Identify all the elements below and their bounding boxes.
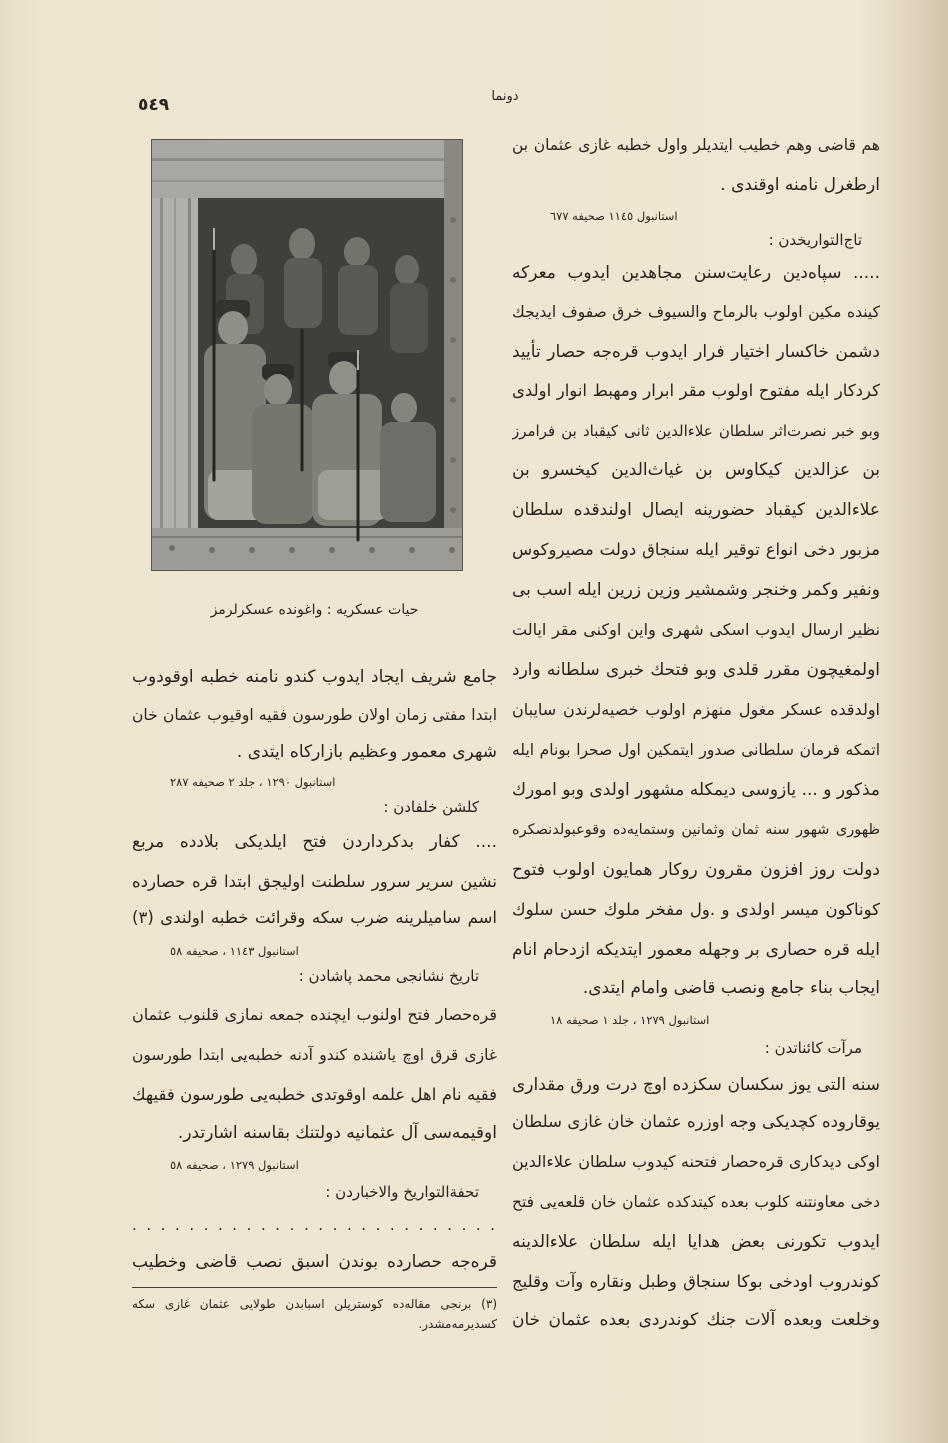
running-head: دونما: [491, 89, 519, 104]
text-line: ایدوب تکورنی بعض هدایا ایله سلطان علاءالدینه: [512, 1232, 880, 1252]
text-line: کوناکون میسر اولدی و .ول مفخر ملوك حسن سلوك: [512, 900, 880, 919]
text-line: ظهوری شهور سنه ثمان وثمانین وستمایه‌ده وقوعبولدنصکره: [512, 822, 880, 838]
section-heading: مرآت کائناتدن :: [764, 1039, 862, 1057]
source-citation: استانبول ١٢٧٩ ، جلد ١ صحیفه ١٨: [550, 1013, 710, 1027]
source-citation: استانبول ١٢٩٠ ، جلد ٢ صحیفه ٢٨٧: [170, 775, 336, 789]
text-line: ابتدا مفتی زمان اولان طورسون فقیه اوقیوب عثمان خان: [132, 706, 497, 724]
text-line: یوقاروده کچدیکی وجه اوزره عثمان خان غازی سلطان: [512, 1112, 880, 1131]
text-line: علاءالدین کیقباد حضورینه ایصال اولندقده سلطان: [512, 500, 880, 520]
text-line: نظیر ارسال ایدوب اسکی شهری واین اوکنی مقر ایالت: [512, 620, 880, 639]
text-line: ایله قره حصاری بر وجهله معمور ایتدیکه ازدحام انام: [512, 940, 880, 960]
text-line: اسم سامیلرینه ضرب سکه وقرائت خطبه اولندی (٣): [132, 908, 497, 927]
text-line: قره‌حصار فتح اولنوب ایچنده جمعه نمازی قلنوب عثمان: [132, 1005, 497, 1024]
text-line: فقیه نام اهل علمه اوقوتدی خطبه‌یی طورسون فقیهك: [132, 1085, 497, 1104]
text-line: ..... سپاه‌دین رعایت‌سنن مجاهدین ایدوب معرکه‌: [512, 263, 880, 283]
text-line: دشمن خاکسار اختیار فرار ایدوب قره‌جه حصار تأیید: [512, 342, 880, 362]
text-line: کینده مکین اولوب بالرماح والسیوف خرق صفوف ایدیجك: [512, 303, 880, 321]
source-citation: استانبول ١١٤٣ ، صحیفه ٥٨: [170, 944, 299, 958]
text-line: اولمغیچون مقرر قلدی وبو فتحك خبری سلطانه وارد: [512, 660, 880, 680]
text-line: کردکار ایله مفتوح اولوب مقر ابرار ومهبط انوار اولدی: [512, 381, 880, 400]
footnote-line: کسدیرمه‌مشدر.: [418, 1317, 497, 1331]
text-line: ونفیر وکمر وخنجر وشمشیر وزین زرین ایله اسب بی: [512, 580, 880, 600]
page-number: ٥٤٩: [138, 95, 170, 115]
section-heading: تاریخ نشانجی محمد پاشادن :: [298, 967, 479, 985]
text-line: جامع شریف ایجاد ایدوب کندو نامنه خطبه اوقودوب: [132, 667, 497, 687]
text-line: مذکور و ... یازوسی دیمکله مشهور اولدی وبو امورك: [512, 780, 880, 800]
source-citation: استانبول ١٢٧٩ ، صحیفه ٥٨: [170, 1158, 299, 1172]
text-line: دولت روز افزون مقرون روکار همایون اولوب فتوح: [512, 860, 880, 880]
text-line: قره‌جه حصارده بوندن اسبق نصب قاضی وخطیب: [132, 1252, 497, 1272]
footnote-rule: [132, 1287, 497, 1288]
text-line: مزبور دخی انواع توقیر ایله سنجاق دولت مصیروکوس: [512, 540, 880, 559]
text-line: وبو خبر نصرت‌اثر سلطان علاءالدین ثانی کیقباد بن فرامرز: [512, 422, 880, 440]
text-line: غازی قرق اوچ یاشنده کندو آدنه خطبه‌یی ابتدا طورسون: [132, 1046, 497, 1064]
text-line: ارطغرل نامنه اوقندی .: [720, 175, 880, 195]
text-line: .... کفار بدکرداردن فتح ایلدیکی بلادده مربع: [132, 832, 497, 852]
text-line: دخی معاونتنه کلوب بعده کیتدکده عثمان خان قلعه‌یی فتح: [512, 1193, 880, 1211]
text-line: ایجاب بناء جامع ونصب قاضی وامام ایتدی.: [582, 978, 880, 998]
text-line: اوکی دیدکاری قره‌حصار فتحنه کیدوب سلطان علاءالدین: [512, 1152, 880, 1171]
section-heading: کلشن خلفادن :: [383, 798, 479, 816]
text-line: اوقیمه‌سی آل عثمانیه دولتنك بقاسنه اشارتدر.: [177, 1123, 497, 1143]
text-line: اولدقده عسکر مغول منهزم اولوب خصیه‌لرندن سایبان: [512, 700, 880, 719]
source-citation: استانبول ١١٤٥ صحیفه ٦٧٧: [550, 209, 678, 223]
footnote-line: (٣) برنجی مقاله‌ده کوستریلن اسبابدن طولایی عثمان غازی سکه: [132, 1297, 497, 1311]
text-line: نشین سریر سرور سلطنت اولیجق ابتدا قره حصارده: [132, 872, 497, 891]
text-line: اتمکه فرمان سلطانی صدور ایتمکین اول صحرا بونام ایله: [512, 741, 880, 759]
text-line: کوندروب اودخی بوکا سنجاق وطبل ونقاره وآت وقلیج: [512, 1272, 880, 1291]
text-line: هم قاضی وهم خطیب ایتدیلر واول خطبه غازی عثمان بن: [512, 136, 880, 154]
right-text-column: [512, 0, 880, 1443]
photo-caption: حیات عسکریه : واغونده عسکرلرمز: [210, 602, 419, 618]
section-heading: تحفة‌التواریخ والاخباردن :: [325, 1183, 479, 1201]
section-heading: تاج‌التواریخدن :: [768, 231, 862, 249]
text-line: شهری معمور وعظیم بازارکاه ایتدی .: [236, 742, 497, 762]
text-line: سنه التی یوز سکسان سکزده اوچ درت ورق مقداری: [512, 1075, 880, 1095]
ellipsis-dotted-line: . . . . . . . . . . . . . . . . . . . . . . . . . .: [132, 1216, 497, 1234]
left-text-column: [132, 0, 497, 1443]
text-line: بن عزالدین کیکاوس بن غیاث‌الدین کیخسرو بن: [512, 460, 880, 480]
text-line: وخلعت وبعده آلات جنك کوندردی بعده عثمان خان: [512, 1310, 880, 1330]
